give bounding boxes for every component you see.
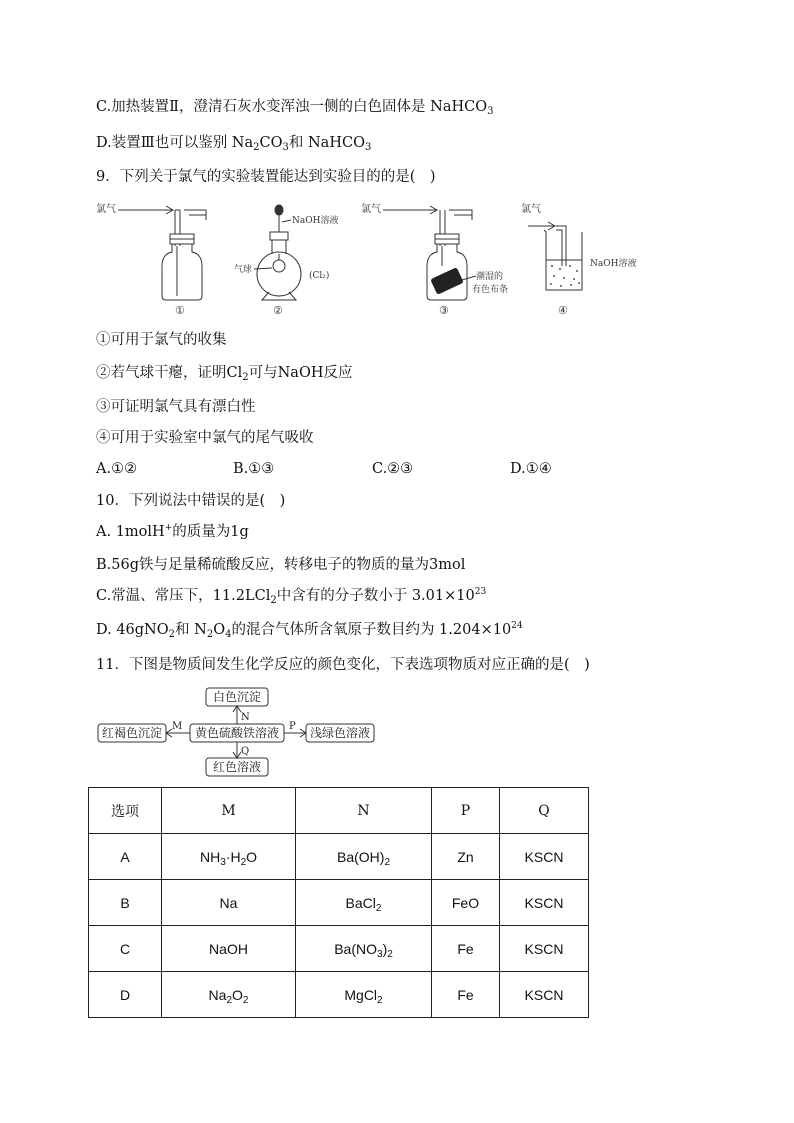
svg-text:M: M [172, 721, 183, 732]
cell-q: KSCN [500, 880, 589, 926]
svg-text:气球: 气球 [234, 265, 253, 275]
svg-text:浅绿色溶液: 浅绿色溶液 [309, 726, 371, 740]
svg-text:氯气: 氯气 [361, 204, 381, 215]
table-header-row [89, 788, 589, 834]
svg-text:②: ② [273, 304, 283, 316]
header-p: P [432, 788, 500, 834]
svg-text:N: N [241, 712, 250, 723]
q10-stem: 10．下列说法中错误的是( ) [96, 493, 286, 509]
svg-text:红褐色沉淀: 红褐色沉淀 [101, 726, 163, 740]
cell-q: KSCN [500, 972, 589, 1018]
header-option: 选项 [89, 788, 162, 834]
svg-text:Q: Q [241, 746, 250, 757]
q9-statement-3: ③可证明氯气具有漂白性 [96, 399, 256, 415]
cell-p: Zn [432, 834, 500, 880]
q9-option-a[interactable]: A.①② [96, 461, 138, 477]
svg-text:有色布条: 有色布条 [472, 285, 509, 295]
cell-p: Fe [432, 972, 500, 1018]
cell-n: BaCl$_2$ [296, 880, 432, 926]
q9-option-c[interactable]: C.②③ [372, 461, 414, 477]
svg-text:白色沉淀: 白色沉淀 [212, 690, 262, 704]
cell-m: NaOH [162, 926, 296, 972]
cell-n: MgCl$_2$ [296, 972, 432, 1018]
cell-m: $Na_2O_2$ [162, 972, 296, 1018]
cell-m: $NH_3\cdot H_2O$ [162, 834, 296, 880]
svg-text:红色溶液: 红色溶液 [212, 760, 262, 774]
table-row[interactable] [89, 926, 589, 972]
q9-statement-2: ②若气球干瘪，证明$Cl_2$可与NaOH反应 [96, 365, 353, 383]
cell-option: A [89, 834, 162, 880]
cell-p: Fe [432, 926, 500, 972]
q11-stem: 11．下图是物质间发生化学反应的颜色变化，下表选项物质对应正确的是( ) [96, 657, 590, 673]
q10-option-c[interactable]: C.常温、常压下，11.2LCl$_2$中含有的分子数小于 $3.01\times 10^{23}$ [96, 587, 487, 606]
q8-option-c: C.加热装置Ⅱ，澄清石灰水变浑浊一侧的白色固体是 NaHCO$_3$ [96, 99, 494, 117]
fig9-gas-label-1: 氯气 [96, 204, 116, 215]
fig9-colored-cloth [431, 268, 463, 294]
q10-option-a[interactable]: A. 1molH+的质量为1g [96, 523, 249, 540]
table-row[interactable] [89, 834, 589, 880]
q10-option-b[interactable]: B.56g铁与足量稀硫酸反应，转移电子的物质的量为3mol [96, 557, 466, 573]
cell-q: KSCN [500, 834, 589, 880]
q9-stem: 9．下列关于氯气的实验装置能达到实验目的的是( ) [96, 169, 436, 185]
cell-m: Na [162, 880, 296, 926]
cell-n: $Ba(NO_3)_2$ [296, 926, 432, 972]
cell-n: $Ba(OH)_2$ [296, 834, 432, 880]
q9-statement-1: ①可用于氯气的收集 [96, 332, 227, 348]
svg-text:NaOH溶液: NaOH溶液 [292, 216, 339, 226]
q10-option-d[interactable]: D. 46gNO$_2$和 $N_2O_4$的混合气体所含氧原子数目约为 $1.204\times 10^{24}$ [96, 621, 523, 640]
q11-reaction-diagram [96, 686, 386, 778]
svg-text:P: P [289, 721, 296, 732]
table-row[interactable] [89, 880, 589, 926]
header-n: N [296, 788, 432, 834]
svg-text:④: ④ [558, 304, 568, 316]
svg-text:NaOH溶液: NaOH溶液 [590, 259, 637, 269]
q9-statement-4: ④可用于实验室中氯气的尾气吸收 [96, 430, 314, 446]
cell-q: KSCN [500, 926, 589, 972]
header-q: Q [500, 788, 589, 834]
cell-option: C [89, 926, 162, 972]
table-row[interactable] [89, 972, 589, 1018]
q9-option-d[interactable]: D.①④ [510, 461, 552, 477]
q9-options [96, 459, 656, 479]
cell-option: D [89, 972, 162, 1018]
cell-option: B [89, 880, 162, 926]
svg-text:(Cl₂): (Cl₂) [309, 271, 330, 281]
svg-text:氯气: 氯气 [521, 204, 541, 215]
svg-text:③: ③ [439, 304, 449, 316]
svg-text:黄色硫酸铁溶液: 黄色硫酸铁溶液 [194, 726, 280, 740]
q9-option-b[interactable]: B.①③ [233, 461, 275, 477]
header-m: M [162, 788, 296, 834]
svg-text:①: ① [175, 304, 185, 316]
svg-text:潮湿的: 潮湿的 [476, 272, 504, 282]
cell-p: FeO [432, 880, 500, 926]
q11-answer-table [88, 787, 589, 1018]
q8-option-d: D.装置Ⅲ也可以鉴别 $Na_2CO_3$和 NaHCO$_3$ [96, 135, 372, 153]
q9-apparatus-figure [96, 196, 656, 316]
